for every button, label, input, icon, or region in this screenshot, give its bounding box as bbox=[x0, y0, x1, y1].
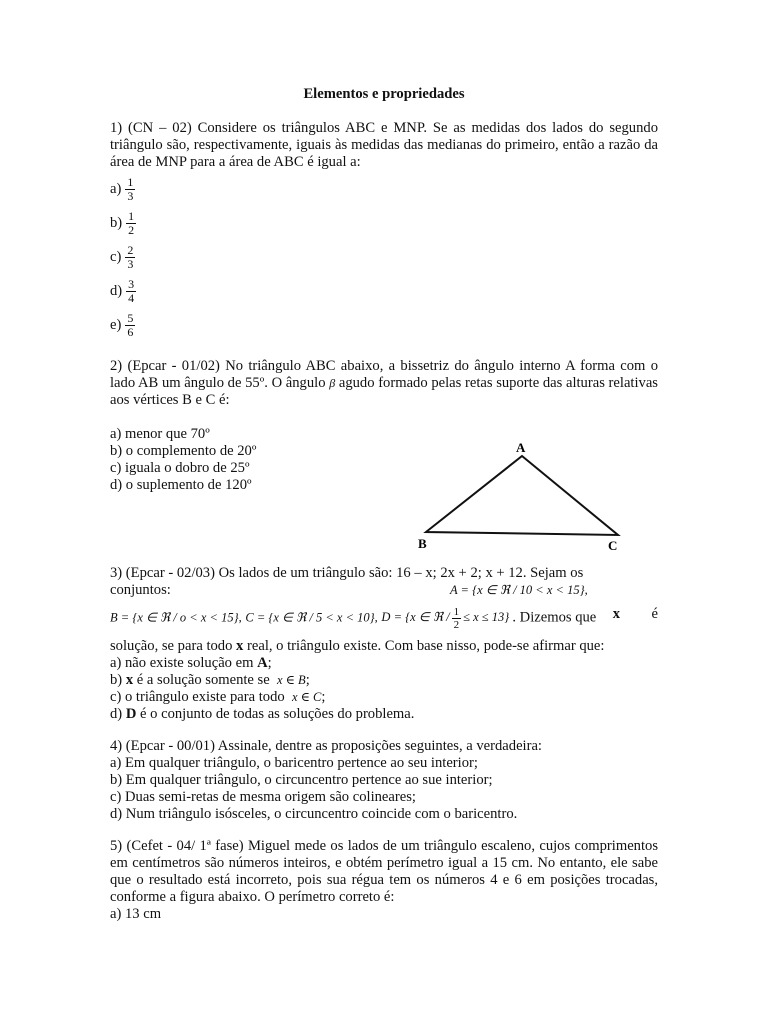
question-5-text: 5) (Cefet - 04/ 1ª fase) Miguel mede os lados de um triângulo escaleno, cujos comprimentos em centímetros são números inteiros, e obtém perímetro igual a 15 cm. No entanto, ele sabe que o resultado está incorreto, pois sua régua tem os números 4 e 6 em posições trocadas, conforme a figura abaixo. O perímetro correto é: bbox=[110, 838, 658, 905]
set-d: D = {x ∈ ℜ / $\frac{1}{2}$ ≤ x ≤ 13} bbox=[381, 606, 510, 631]
q2-option-c: c) iguala o dobro de 25º bbox=[110, 460, 250, 476]
question-3-line-4: solução, se para todo x real, o triângulo existe. Com base nisso, pode-se afirmar que: bbox=[110, 638, 605, 654]
set-b: B = {x ∈ ℜ / o < x < 15}, bbox=[110, 610, 242, 625]
document-page bbox=[110, 0, 658, 1024]
fraction: $\frac{1}{2}$ bbox=[128, 209, 135, 237]
q1-option-a: a) $\frac{1}{3}$ bbox=[110, 175, 134, 203]
triangle-outline bbox=[426, 456, 618, 535]
vertex-a-label: A bbox=[516, 440, 526, 455]
fraction: $\frac{5}{6}$ bbox=[127, 311, 134, 339]
q3-option-b: b) x é a solução somente se x ∈ B; bbox=[110, 672, 310, 688]
q1-option-b: b) $\frac{1}{2}$ bbox=[110, 209, 135, 237]
set-c: C = {x ∈ ℜ / 5 < x < 10}, bbox=[245, 610, 378, 625]
q1-option-c: c) $\frac{2}{3}$ bbox=[110, 243, 134, 271]
vertex-b-label: B bbox=[418, 536, 427, 551]
q4-option-c: c) Duas semi-retas de mesma origem são colineares; bbox=[110, 789, 416, 805]
page-title: Elementos e propriedades bbox=[303, 86, 465, 102]
question-3-sets-line: B = {x ∈ ℜ / o < x < 15}, C = {x ∈ ℜ / 5 < x < 10}, D = {x ∈ ℜ / $\frac{1}{2}$ ≤ x ≤ 13} . Dizemos que x é bbox=[110, 606, 658, 631]
q4-option-b: b) Em qualquer triângulo, o circuncentro pertence ao sue interior; bbox=[110, 772, 493, 788]
q2-option-a: a) menor que 70º bbox=[110, 426, 210, 442]
fraction: $\frac{3}{4}$ bbox=[128, 277, 135, 305]
q4-option-d: d) Num triângulo isósceles, o circuncentro coincide com o baricentro. bbox=[110, 806, 518, 822]
question-1-text: 1) (CN – 02) Considere os triângulos ABC e MNP. Se as medidas dos lados do segundo triângulo são, respectivamente, iguais às medidas das medianas do primeiro, então a razão da área de MNP para a área de ABC é igual a: bbox=[110, 120, 658, 170]
q3-option-d: d) D é o conjunto de todas as soluções do problema. bbox=[110, 706, 415, 722]
q4-option-a: a) Em qualquer triângulo, o baricentro pertence ao seu interior; bbox=[110, 755, 478, 771]
question-2-text: 2) (Epcar - 01/02) No triângulo ABC abaixo, a bissetriz do ângulo interno A forma com o lado AB um ângulo de 55º. O ângulo β agudo formado pelas retas suporte das alturas relativas aos vértices B e C é: bbox=[110, 358, 658, 408]
q1-option-d: d) $\frac{3}{4}$ bbox=[110, 277, 135, 305]
question-4-text: 4) (Epcar - 00/01) Assinale, dentre as proposições seguintes, a verdadeira: bbox=[110, 738, 542, 754]
fraction: $\frac{1}{3}$ bbox=[127, 175, 134, 203]
q1-option-e: e) $\frac{5}{6}$ bbox=[110, 311, 134, 339]
question-3-line-1: 3) (Epcar - 02/03) Os lados de um triângulo são: 16 – x; 2x + 2; x + 12. Sejam os bbox=[110, 565, 584, 581]
fraction: $\frac{2}{3}$ bbox=[127, 243, 134, 271]
set-a: A = {x ∈ ℜ / 10 < x < 15}, bbox=[450, 583, 588, 597]
beta-symbol: β bbox=[329, 376, 336, 390]
question-3-line-2: conjuntos: bbox=[110, 582, 171, 598]
q3-option-a: a) não existe solução em A; bbox=[110, 655, 272, 671]
q3-option-c: c) o triângulo existe para todo x ∈ C; bbox=[110, 689, 326, 705]
triangle-abc-figure bbox=[410, 436, 640, 554]
q5-option-a: a) 13 cm bbox=[110, 906, 162, 922]
vertex-c-label: C bbox=[608, 538, 618, 553]
q2-option-b: b) o complemento de 20º bbox=[110, 443, 257, 459]
q2-option-d: d) o suplemento de 120º bbox=[110, 477, 252, 493]
